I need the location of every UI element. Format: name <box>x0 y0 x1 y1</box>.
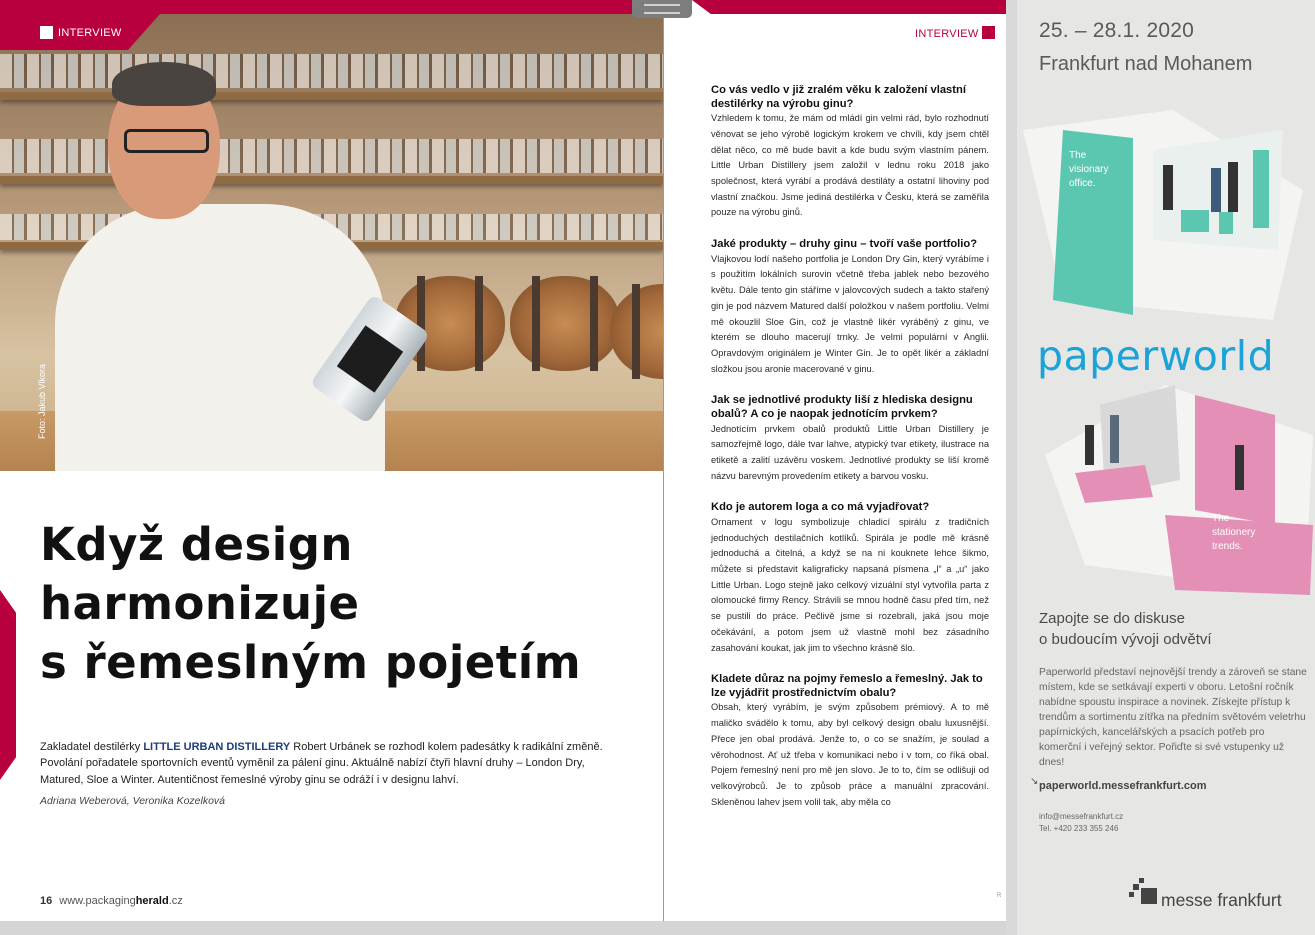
ad-caption: stationery <box>1212 527 1256 538</box>
wooden-shelf <box>0 92 663 100</box>
answer: Vzhledem k tomu, že mám od mládí gin velmi rád, bylo rozhodnutí věnovat se jeho výrobě logickým krokem ve chvíli, kdy jsem chtěl dělat něco, co mě bude bavit a kde budu svým vlastním pánem. Little Urban Distillery jsem založil v lednu roku 2018 jako společnost, která vyrábí a prodává destiláty a ostatní lihoviny pod vlastní značkou. Jsme jediná destilérka v Česku, která se zaměřila pouze na výrobu ginů. <box>711 113 989 218</box>
ad-caption: office. <box>1069 178 1096 189</box>
ad-contact <box>1039 811 1123 835</box>
answer: Jednotícím prvkem obalů produktů Little Urban Distillery je samozřejmě logo, dále tvar lahve, atypický tvar etikety, ilustrace na etiketě a zalití uzávěru voskem. Jednotlivé produkty se liší kromě názvu barevným provedením etikety a barvou vosku. <box>711 423 989 481</box>
ad-caption: trends. <box>1212 541 1243 552</box>
url-part: herald <box>135 895 169 907</box>
url-part: www.packaging <box>59 895 136 907</box>
arrow-icon: ↘ <box>1030 776 1039 787</box>
paperworld-advertisement <box>1017 0 1315 935</box>
ad-body-text: Paperworld představí nejnovější trendy a zároveň se stane místem, kde se setkávají experti v oboru. Letošní ročník nabídne spoustu inspirace a novinek. Získejte přístup k trendům a sortimentu zítřka na předním světovém veletrhu papírnických, kancelářských a psacích potřeb pro komerční i veřejný sektor. Pořiďte si své vstupenky už dnes! <box>1039 667 1307 768</box>
person-shirt <box>55 204 385 471</box>
portrait-photo <box>0 14 663 471</box>
ad-caption: The <box>1069 150 1087 161</box>
stationery-trends-illustration <box>1045 385 1313 595</box>
person-figure <box>1211 168 1221 212</box>
brand-name: LITTLE URBAN DISTILLERY <box>143 741 291 753</box>
messe-frankfurt-wordmark: messe frankfurt <box>1161 890 1282 910</box>
ad-caption: visionary <box>1069 164 1109 175</box>
folio-mark: R <box>997 893 1002 899</box>
article-lead <box>40 739 610 788</box>
teal-stool <box>1219 212 1233 234</box>
bottle-shelf-row <box>0 139 663 173</box>
top-color-bar <box>0 0 663 14</box>
page-edge-strip <box>0 921 1006 935</box>
ad-subheading <box>1039 608 1212 650</box>
menu-icon[interactable] <box>644 4 680 14</box>
bottle-shelf-row <box>0 54 663 88</box>
question: Kdo je autorem loga a co má vyjadřovat? <box>711 501 930 514</box>
visionary-office-illustration <box>1023 110 1303 330</box>
person-figure <box>1163 165 1173 210</box>
paperworld-logo: paperworld <box>1037 332 1275 380</box>
wooden-shelf <box>0 176 663 184</box>
interview-body <box>711 84 989 810</box>
article-headline <box>40 515 640 692</box>
lead-text: Robert Urbánek se rozhodl kolem padesátky k radikální změně. Povolání pořadatele sportovních eventů vyměnil za pálení ginu. Aktuálně nabízí čtyři hlavní druhy – London Dry, Matured, Sloe a Winter. Autentičnost řemeslné výroby ginu se odráží i v designu lahví. <box>40 741 603 786</box>
section-label: INTERVIEW <box>58 27 122 39</box>
headline-line: s řemeslným pojetím <box>40 636 582 689</box>
ad-phone: Tel. +420 233 355 246 <box>1039 824 1119 833</box>
section-label: INTERVIEW <box>915 28 979 40</box>
teal-block <box>1181 210 1209 232</box>
person-figure <box>1228 162 1238 212</box>
messe-frankfurt-logo-icon <box>1127 876 1157 906</box>
person-figure <box>1085 425 1094 465</box>
event-dates: 25. – 28.1. 2020 <box>1039 19 1194 42</box>
magazine-url <box>59 895 183 907</box>
article-authors: Adriana Weberová, Veronika Kozelková <box>40 795 226 807</box>
side-accent-shape <box>0 590 16 780</box>
event-city: Frankfurt nad Mohanem <box>1039 53 1253 75</box>
top-color-bar <box>692 0 1006 14</box>
glasses <box>124 129 209 153</box>
lead-text: Zakladatel destilérky <box>40 741 144 753</box>
headline-line: Když design <box>40 518 353 571</box>
barrel <box>610 284 663 379</box>
ad-caption: The <box>1212 513 1230 524</box>
question: Co vás vedlo v již zralém věku k založení vlastní destilérky na výrobu ginu? <box>711 84 966 110</box>
barrel <box>510 276 620 371</box>
ad-subheading-line: o budoucím vývoji odvětví <box>1039 631 1212 648</box>
section-square-icon <box>982 26 995 39</box>
photo-credit: Foto: Jakub Vlkora <box>37 363 47 439</box>
question: Kladete důraz na pojmy řemeslo a řemeslný. Jak to lze vyjádřit prostřednictvím obalu? <box>711 673 983 699</box>
section-square-icon <box>40 26 53 39</box>
question: Jaké produkty – druhy ginu – tvoří vaše portfolio? <box>711 238 978 251</box>
page-footer <box>40 895 183 907</box>
person-figure <box>1235 445 1244 490</box>
page-number: 16 <box>40 895 53 907</box>
right-page <box>664 0 1006 935</box>
person-hair <box>112 62 216 106</box>
person-figure <box>1110 415 1119 463</box>
ad-email[interactable]: info@messefrankfurt.cz <box>1039 812 1124 821</box>
answer: Ornament v logu symbolizuje chladicí spirálu z tradičních jednoduchých destilačních kotlíků. Spirála je podle mě krásně jednoduchá a čitelná, a když se na ni kouknete lehce šikmo, můžete si představit kaligraficky napsaná písmena „l“ a „u“ jako Little Urban. Logo stejně jako celkový vizuální styl vytvořila parta z olomoucké firmy Rency. Strávili se mnou hodně času před tím, než se pustili do práce. Pečlivě jsme si rozebrali, jaká jsou moje očekávání, a potom jsem už vlastně mohl bez zásadního zasahování koukat, jak jim to všechno krásně šlo. <box>711 516 989 653</box>
teal-door <box>1253 150 1269 228</box>
teal-panel <box>1053 130 1133 315</box>
answer: Obsah, který vyrábím, je svým způsobem prémiový. A to mě maličko svádělo k tomu, aby byl celkový design obalu luxusnější. Přece jen obal prodává. Jenže to, o co se snažím, je soulad a věrohodnost. Ať už třeba v komunikaci nebo i v tom, co říká obal. Pojem řemeslný není pro mě jen slovo. Je to to, čím se odlišuji od velkovýrobců. Je to způsob práce a manuální zpracování. Skleněnou lahev jsem volil tak, aby měla co <box>711 702 989 807</box>
question: Jak se jednotlivé produkty liší z hlediska designu obalů? A co je naopak jednotícím prvkem? <box>711 394 973 420</box>
ad-website-link[interactable]: paperworld.messefrankfurt.com <box>1039 780 1207 792</box>
url-part: .cz <box>168 895 183 907</box>
answer: Vlajkovou lodí našeho portfolia je London Dry Gin, který vyrábíme i s použitím lokálních surovin včetně třeba jablek nebo bezového květu. Dále tento gin stáříme v jalovcových sudech a takto stařený gin je pod názvem Matured další položkou v našem portfoliu. Velmi mě okouzlil Sloe Gin, což je vlastně likér vyráběný z ginu, ve kterém se dlouho macerují trnky. Je velmi populární v Anglii. Opravdovým originálem je Winter Gin. Je to opět likér a základní složkou jsou aronie macerované v ginu. <box>711 253 989 374</box>
headline-line: harmonizuje <box>40 577 360 630</box>
ad-subheading-line: Zapojte se do diskuse <box>1039 610 1185 627</box>
